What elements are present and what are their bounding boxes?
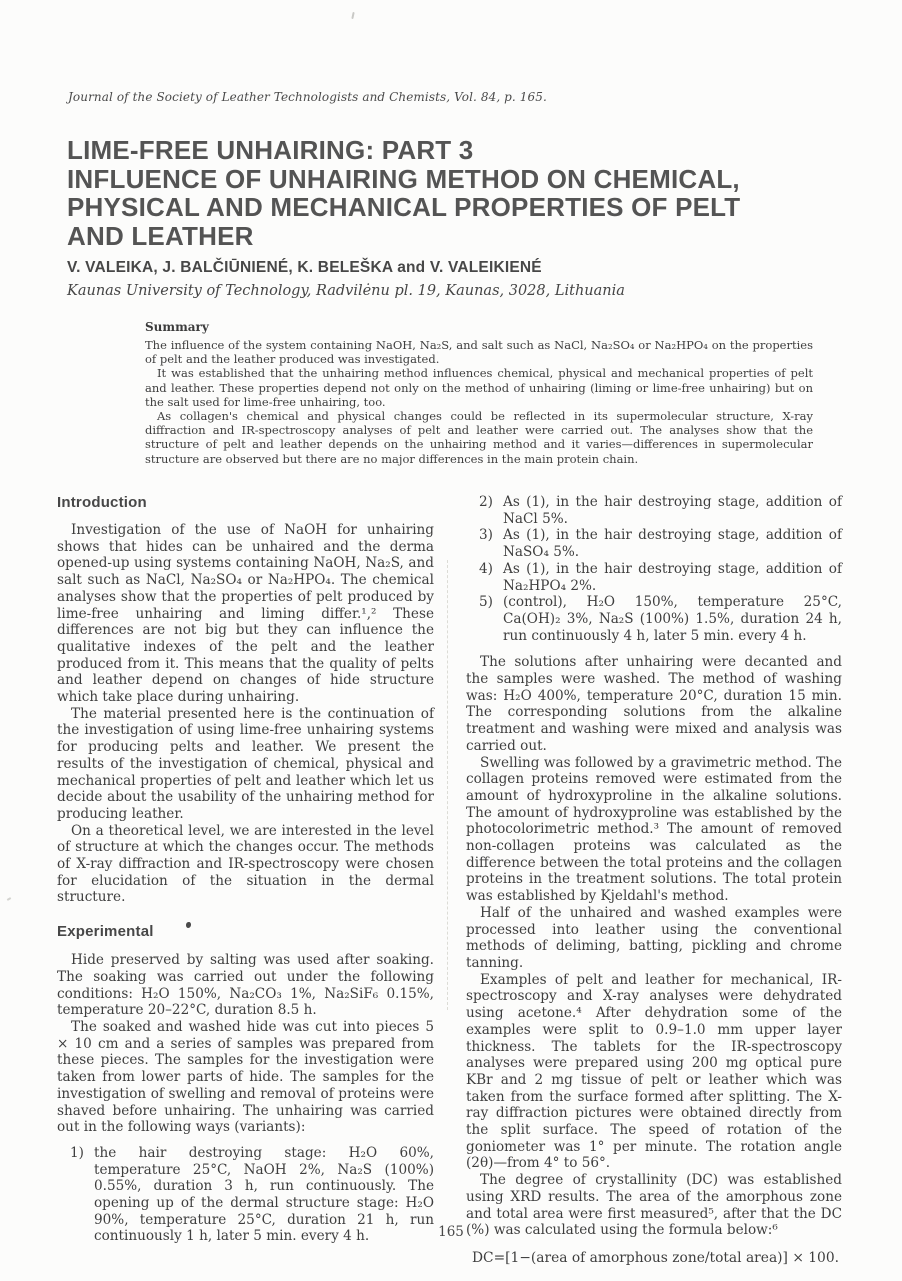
article-title-line-3: PHYSICAL AND MECHANICAL PROPERTIES OF PELT: [67, 192, 741, 222]
scan-speck: [7, 897, 11, 901]
variants-list-part-2: [466, 494, 842, 644]
introduction-paragraph: The material presented here is the continuation of the investigation of using lime-free unhairing systems for producing pelts and leather. We present the results of the investigation of chemical, physical and mechanical properties of pelt and leather which let us decide about the usability of the unhairing method for producing leather.: [57, 705, 434, 822]
right-column: [466, 494, 842, 1267]
page-number: 165: [438, 1224, 464, 1240]
variant-text: As (1), in the hair destroying stage, addition of NaCl 5%.: [503, 494, 842, 527]
summary-paragraph: The influence of the system containing NaOH, Na₂S, and salt such as NaCl, Na₂SO₄ or Na₂HPO₄ on the properties of pelt and the leather produced was investigated.: [145, 338, 813, 367]
introduction-paragraph: On a theoretical level, we are interested in the level of structure at which the changes occur. The methods of X-ray diffraction and IR-spectroscopy were chosen for elucidation of the situation in the dermal structure.: [57, 822, 434, 906]
experimental-paragraph: Half of the unhaired and washed examples were processed into leather using the conventional methods of deliming, batting, pickling and chrome tanning.: [466, 904, 842, 971]
variant-text: the hair destroying stage: H₂O 60%, temperature 25°C, NaOH 2%, Na₂S (100%) 0.55%, duration 3 h, run continuously. The opening up of the dermal structure stage: H₂O 90%, temperature 25°C, duration 21 h, run continuously 1 h, later 5 min. every 4 h.: [94, 1144, 434, 1245]
experimental-heading: Experimental: [57, 923, 154, 941]
experimental-paragraph: Hide preserved by salting was used after soaking. The soaking was carried out under the following conditions: H₂O 150%, Na₂CO₃ 1%, Na₂SiF₆ 0.15%, temperature 20–22°C, duration 8.5 h.: [57, 952, 434, 1019]
article-title: [67, 136, 827, 250]
authors-line: V. VALEIKA, J. BALČIŪNIENÉ, K. BELEŠKA and V. VALEIKIENÉ: [67, 259, 542, 276]
variant-number: 2): [479, 494, 493, 510]
article-title-line-1: LIME-FREE UNHAIRING: PART 3: [67, 135, 474, 165]
summary-paragraph: It was established that the unhairing method influences chemical, physical and mechanical properties of pelt and leather. These properties depend not only on the method of unhairing (liming or lime-free unhairing) but on the salt used for lime-free unhairing, too.: [145, 366, 813, 409]
affiliation-line: Kaunas University of Technology, Radvilėnu pl. 19, Kaunas, 3028, Lithuania: [67, 283, 625, 299]
variant-text: As (1), in the hair destroying stage, addition of NaSO₄ 5%.: [503, 527, 842, 561]
variant-item-5: [466, 594, 842, 644]
introduction-paragraph: Investigation of the use of NaOH for unhairing shows that hides can be unhaired and the derma opened-up using systems containing NaOH, Na₂S, and salt such as NaCl, Na₂SO₄ or Na₂HPO₄. The chemical analyses show that the properties of pelt produced by lime-free unhairing and liming differ.¹,² These differences are not big but they can influence the qualitative indexes of the pelt and the leather produced from it. This means that the quality of pelts and leather depend on changes of hide structure which take place during unhairing.: [57, 522, 434, 706]
column-divider-artifact: [447, 560, 448, 1010]
journal-header-line: Journal of the Society of Leather Technologists and Chemists, Vol. 84, p. 165.: [68, 90, 547, 104]
introduction-heading: Introduction: [57, 494, 147, 511]
experimental-paragraph: The solutions after unhairing were decanted and the samples were washed. The method of washing was: H₂O 400%, temperature 20°C, duration 15 min. The corresponding solutions from the alkaline treatment and washing were mixed and analysis was carried out.: [466, 654, 842, 754]
variant-number: 4): [479, 560, 493, 577]
dc-formula: DC=[1−(area of amorphous zone/total area)] × 100.: [472, 1249, 839, 1266]
article-title-line-2: INFLUENCE OF UNHAIRING METHOD ON CHEMICAL,: [67, 163, 740, 194]
experimental-paragraph: The degree of crystallinity (DC) was established using XRD results. The area of the amorphous zone and total area were first measured⁵, after that the DC (%) was calculated using the formula below:⁶: [466, 1172, 842, 1239]
variant-number: 1): [70, 1144, 84, 1161]
variant-text: As (1), in the hair destroying stage, addition of Na₂HPO₄ 2%.: [503, 560, 842, 594]
left-column: [57, 494, 434, 1245]
variant-item-4: [466, 561, 842, 594]
experimental-paragraph: Swelling was followed by a gravimetric method. The collagen proteins removed were estimated from the amount of hydroxyproline in the alkaline solutions. The amount of hydroxyproline was established by the photocolorimetric method.³ The amount of removed non-collagen proteins was calculated as the difference between the total proteins and the collagen proteins in the treatment solutions. The total protein was established by Kjeldahl's method.: [466, 754, 842, 905]
variant-item-3: [466, 527, 842, 560]
variant-number: 5): [479, 594, 493, 611]
experimental-paragraph: Examples of pelt and leather for mechanical, IR-spectroscopy and X-ray analyses were dehydrated using acetone.⁴ After dehydration some of the examples were split to 0.9–1.0 mm upper layer thickness. The tablets for the IR-spectroscopy analyses were prepared using 200 mg optical pure KBr and 2 mg tissue of pelt or leather which was taken from the surface formed after splitting. The X-ray diffraction pictures were obtained directly from the split surface. The speed of rotation of the goniometer was 1° per minute. The rotation angle (2θ)—from 4° to 56°.: [466, 971, 842, 1172]
experimental-paragraph: The soaked and washed hide was cut into pieces 5 × 10 cm and a series of samples was prepared from these pieces. The samples for the investigation were taken from lower parts of hide. The samples for the investigation of swelling and removal of proteins were shaved before unhairing. The unhairing was carried out in the following ways (variants):: [57, 1018, 434, 1136]
variant-number: 3): [479, 527, 493, 544]
scan-speck: [351, 12, 354, 19]
variant-text: (control), H₂O 150%, temperature 25°C, Ca(OH)₂ 3%, Na₂S (100%) 1.5%, duration 24 h, run continuously 4 h, later 5 min. every 4 h.: [503, 594, 842, 644]
summary-block: [145, 320, 813, 466]
article-title-line-4: AND LEATHER: [67, 220, 254, 251]
summary-paragraph: As collagen's chemical and physical changes could be reflected in its supermolecular structure, X-ray diffraction and IR-spectroscopy analyses of pelt and leather were carried out. The analyses show that the structure of pelt and leather depends on the unhairing method and it varies—differences in supermolecular structure are observed but there are no major differences in the main protein chain.: [145, 409, 813, 466]
variant-item-2: [466, 494, 842, 527]
summary-heading: Summary: [145, 320, 209, 334]
